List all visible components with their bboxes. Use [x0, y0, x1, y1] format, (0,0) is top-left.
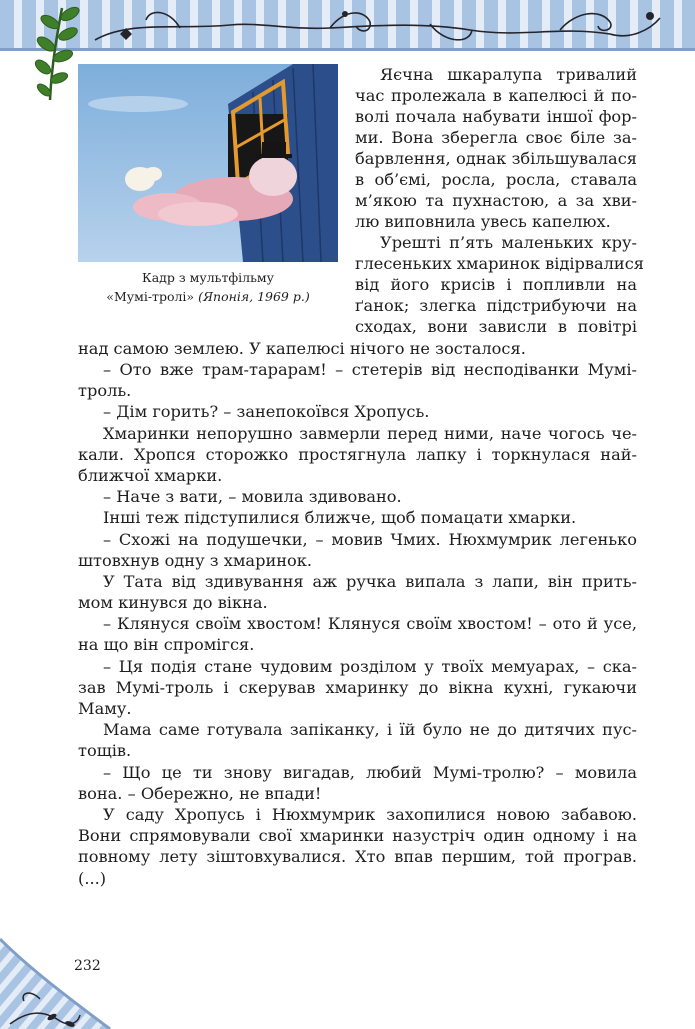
text-line: над самою землею. У капелюсі нічого не зосталося.: [78, 339, 526, 358]
page-number: 232: [74, 958, 101, 974]
leaf-sprig-icon: [33, 5, 81, 100]
caption-line-1: Кадр з мультфільму: [142, 270, 274, 285]
swirl-ornament-icon: [95, 12, 660, 40]
text-line: (...): [78, 869, 107, 888]
text-line: ґанок; злегка підстрибуючи на: [355, 296, 637, 315]
text-line: повному лету зіштовхувалися. Хто впав першим, той програв.: [78, 847, 637, 866]
caption-origin: (Японія, 1969 р.): [198, 289, 310, 304]
text-line: зав Мумі-троль і скерував хмаринку до вікна кухні, гукаючи: [78, 678, 637, 697]
text-line: Урешті п’ять маленьких кру-: [380, 233, 637, 252]
text-line: У саду Хропусь і Нюхмумрик захопилися новою забавою.: [103, 805, 637, 824]
text-line: мом кинувся до вікна.: [78, 593, 268, 612]
figure-caption: [78, 268, 338, 306]
text-line: кали. Хропся сторожко простягнула лапку і торкнулася най-: [78, 445, 637, 464]
text-line: штовхнув одну з хмаринок.: [78, 551, 313, 570]
text-line: – Дім горить? – занепокоївся Хропусь.: [103, 402, 430, 421]
text-line: – Клянуся своїм хвостом! Клянуся своїм хвостом! – ото й усе,: [103, 614, 637, 633]
caption-film-title: «Мумі-тролі»: [106, 289, 195, 304]
text-line: на що він спромігся.: [78, 635, 255, 654]
text-line: троль.: [78, 381, 132, 400]
text-line: в об’ємі, росла, росла, ставала: [355, 170, 637, 189]
text-line: – Схожі на подушечки, – мовив Чмих. Нюхмумрик легенько: [103, 530, 637, 549]
text-line: У Тата від здивування аж ручка випала з лапи, він прить-: [103, 572, 637, 591]
text-line: м’якою та пухнастою, а за хви-: [355, 191, 637, 210]
text-line: вона. – Обережно, не впади!: [78, 784, 322, 803]
text-line: – Ця подія стане чудовим розділом у твоїх мемуарах, – ска-: [103, 657, 637, 676]
text-line: сходах, вони зависли в повітрі: [355, 317, 637, 336]
text-line: ми. Вона зберегла своє біле за-: [355, 128, 637, 147]
text-line: Мама саме готувала запіканку, і їй було не до дитячих пус-: [103, 720, 637, 739]
text-line: Хмаринки непорушно завмерли перед ними, наче чогось че-: [103, 424, 637, 443]
moomin-cartoon-frame: [78, 64, 338, 262]
text-line: Маму.: [78, 699, 132, 718]
text-line: час пролежала в капелюсі й по-: [355, 86, 637, 105]
text-line: від його крисів і попливли на: [355, 275, 637, 294]
text-line: – Наче з вати, – мовила здивовано.: [103, 487, 402, 506]
text-line: тощів.: [78, 741, 132, 760]
text-line: ближчої хмарки.: [78, 466, 223, 485]
text-line: лю виповнила увесь капелюх.: [355, 212, 611, 231]
caption-line-2: [78, 287, 338, 306]
text-line: глесеньких хмаринок відірвалися: [355, 254, 645, 273]
text-line: – Ото вже трам-тарарам! – стетерів від несподіванки Мумі-: [103, 360, 637, 379]
text-line: – Що це ти знову вигадав, любий Мумі-тролю? – мовила: [103, 763, 637, 782]
text-line: волі почала набувати іншої фор-: [355, 107, 637, 126]
text-line: Інші теж підступилися ближче, щоб помацати хмарки.: [103, 508, 577, 527]
text-line: Яєчна шкаралупа тривалий: [380, 65, 637, 84]
text-line: барвлення, однак збільшувалася: [355, 149, 637, 168]
text-line: Вони спрямовували свої хмаринки назустріч один одному і на: [78, 826, 637, 845]
bottom-corner-ornament: [0, 929, 120, 1029]
